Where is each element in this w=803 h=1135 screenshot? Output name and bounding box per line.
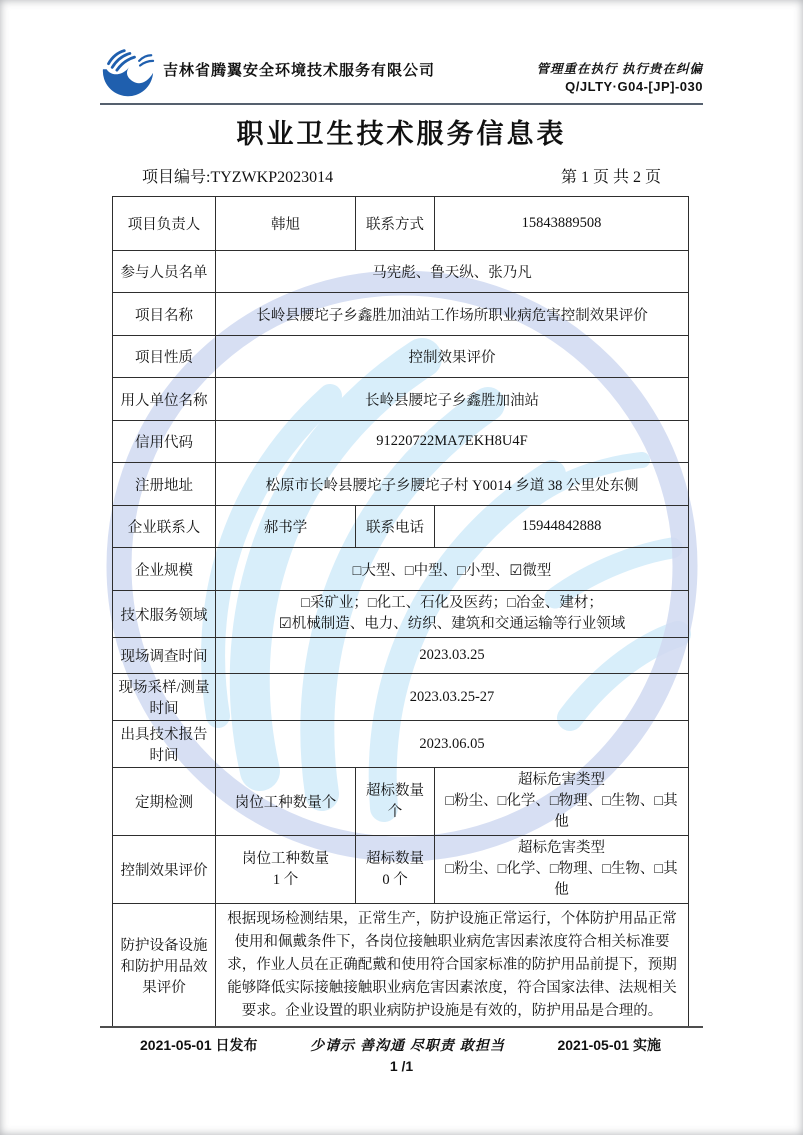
- hazard-type-title: 超标危害类型: [518, 772, 605, 789]
- table-row: [113, 638, 689, 674]
- cell-label: 项目负责人: [113, 197, 216, 251]
- cell-value-checkboxes: [435, 836, 689, 904]
- table-row: [113, 591, 689, 638]
- cell-value: 松原市长岭县腰坨子乡腰坨子村 Y0014 乡道 38 公里处东侧: [216, 463, 689, 506]
- info-table: [112, 196, 689, 1028]
- cell-value-checkboxes: [435, 768, 689, 836]
- cell-label: 企业联系人: [113, 506, 216, 548]
- cell-value: [216, 836, 356, 904]
- cell-label: 出具技术报告时间: [113, 721, 216, 768]
- over-count-line1: 超标数量: [366, 782, 424, 799]
- cell-value-checkboxes: [216, 591, 689, 638]
- cell-label: 项目性质: [113, 336, 216, 378]
- cell-value: 韩旭: [216, 197, 356, 251]
- table-row: [113, 251, 689, 293]
- footer-implemented-date: 2021-05-01 实施: [557, 1037, 661, 1053]
- cell-label: 注册地址: [113, 463, 216, 506]
- page-footer: [100, 1026, 703, 1074]
- hazard-type-title: 超标危害类型: [518, 840, 605, 857]
- table-row: [113, 378, 689, 421]
- page-title: 职业卫生技术服务信息表: [236, 119, 567, 149]
- cell-value: 马宪彪、鲁天纵、张乃凡: [216, 251, 689, 293]
- header-right-block: [537, 59, 703, 98]
- cell-value: 2023.03.25-27: [216, 674, 689, 721]
- page-header: [100, 0, 703, 105]
- project-number: 项目编号:TYZWKP2023014: [142, 169, 334, 186]
- cell-value: 15944842888: [435, 506, 689, 548]
- table-row: [113, 293, 689, 336]
- cell-label: 用人单位名称: [113, 378, 216, 421]
- document-code: Q/JLTY·G04-[JP]-030: [565, 79, 703, 94]
- cell-label: 项目名称: [113, 293, 216, 336]
- cell-value: 郝书学: [216, 506, 356, 548]
- table-row: [113, 836, 689, 904]
- table-row: [113, 674, 689, 721]
- cell-value: [356, 768, 435, 836]
- cell-label: 现场采样/测量时间: [113, 674, 216, 721]
- table-row: [113, 768, 689, 836]
- company-name: 吉林省腾翼安全环境技术服务有限公司: [163, 61, 436, 79]
- cell-value: [356, 836, 435, 904]
- cell-label: 联系方式: [356, 197, 435, 251]
- cell-label: 技术服务领域: [113, 591, 216, 638]
- jobs-count-line1: 岗位工种数量: [242, 850, 329, 867]
- table-row: [113, 463, 689, 506]
- cell-label: 现场调查时间: [113, 638, 216, 674]
- hazard-type-options: □粉尘、□化学、□物理、□生物、□其他: [445, 793, 678, 831]
- cell-label: 企业规模: [113, 548, 216, 591]
- cell-value: 91220722MA7EKH8U4F: [216, 421, 689, 463]
- over-count-line2: 个: [387, 803, 403, 820]
- cell-label: 防护设备设施和防护用品效果评价: [113, 904, 216, 1028]
- cell-paragraph: 根据现场检测结果，正常生产，防护设施正常运行，个体防护用品正常使用和佩戴条件下，各岗位接触职业病危害因素浓度符合相关标准要求，作业人员在正确配戴和使用符合国家标准的防护用品前提下，预期能够降低实际接触接触职业病危害因素浓度，符合国家法律、法规相关要求。企业设置的职业病防护设施是有效的，防护用品是合理的。: [216, 904, 689, 1028]
- cell-value: 长岭县腰坨子乡鑫胜加油站工作场所职业病危害控制效果评价: [216, 293, 689, 336]
- over-count-line2: 0 个: [382, 871, 408, 888]
- cell-value: 2023.06.05: [216, 721, 689, 768]
- cell-value: 15843889508: [435, 197, 689, 251]
- table-row: [113, 336, 689, 378]
- service-field-line2: ☑机械制造、电力、纺织、建筑和交通运输等行业领域: [278, 616, 626, 633]
- meta-row: [112, 164, 691, 187]
- cell-value: 岗位工种数量个: [216, 768, 356, 836]
- cell-value: 2023.03.25: [216, 638, 689, 674]
- jobs-count-line2: 1 个: [272, 871, 299, 888]
- cell-label: 信用代码: [113, 421, 216, 463]
- footer-page-number: 1 /1: [389, 1058, 414, 1074]
- page-indicator: 第 1 页 共 2 页: [560, 169, 661, 186]
- cell-label: 定期检测: [113, 768, 216, 836]
- cell-value: 长岭县腰坨子乡鑫胜加油站: [216, 378, 689, 421]
- over-count-line1: 超标数量: [366, 850, 424, 867]
- cell-value: 控制效果评价: [216, 336, 689, 378]
- footer-slogan: 少请示 善沟通 尽职责 敢担当: [310, 1037, 505, 1053]
- table-row: [113, 506, 689, 548]
- header-slogan: 管理重在执行 执行贵在纠偏: [536, 62, 703, 76]
- header-brand: [100, 46, 435, 98]
- company-logo-icon: [100, 46, 156, 98]
- cell-label: 参与人员名单: [113, 251, 216, 293]
- cell-label: 控制效果评价: [113, 836, 216, 904]
- table-row: [113, 548, 689, 591]
- hazard-type-options: □粉尘、□化学、□物理、□生物、□其他: [445, 861, 678, 899]
- cell-value-checkboxes: □大型、□中型、□小型、☑微型: [216, 548, 689, 591]
- table-row: [113, 904, 689, 1028]
- cell-label: 联系电话: [356, 506, 435, 548]
- table-row: [113, 721, 689, 768]
- footer-issued-date: 2021-05-01 日发布: [140, 1037, 258, 1053]
- table-row: [113, 197, 689, 251]
- service-field-line1: □采矿业；□化工、石化及医药；□冶金、建材；: [301, 595, 603, 611]
- table-row: [113, 421, 689, 463]
